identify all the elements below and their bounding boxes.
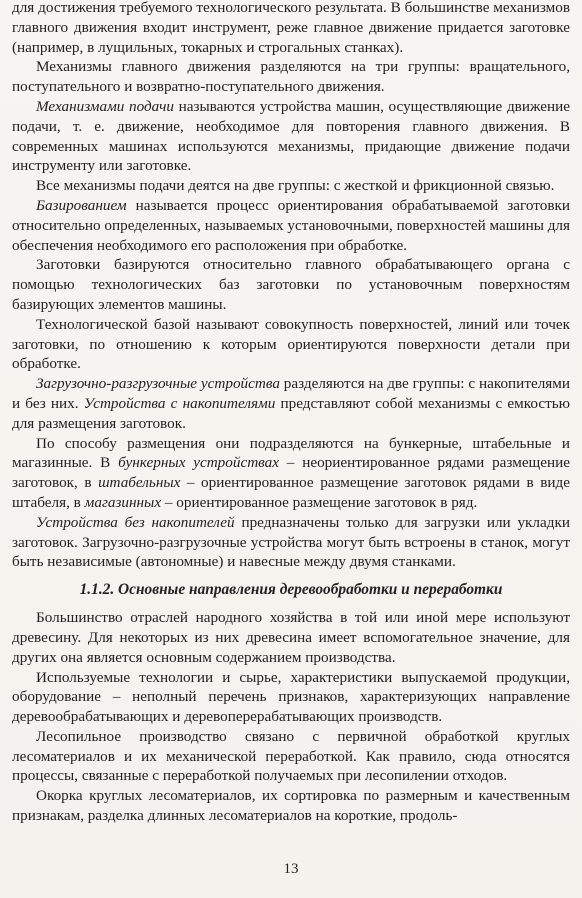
paragraph-5-text: называется процесс ориентирования обрабатываемой заготовки относительно определенных, называемых установочными, поверхностей машины для обеспечения необходимого его расположения при обработке.	[12, 196, 570, 254]
paragraph-7-text: Технологической базой называют совокупность поверхностей, линий или точек заготовки, по отношению к которым ориентируются поверхности детали при обработке.	[12, 315, 570, 373]
paragraph-4	[12, 176, 570, 196]
paragraph-6-text: Заготовки базируются относительно главного обрабатывающего органа с помощью технологических баз заготовки по установочным поверхностям базирующих элементов машины.	[12, 256, 570, 313]
page-content	[12, 0, 570, 826]
paragraph-5-italic-term: Базированием	[36, 196, 127, 214]
paragraph-8-text-2: представляют собой механизмы с емкостью для размещения заготовок.	[12, 394, 570, 432]
paragraph-8-italic-term: Загрузочно-разгрузочные устройства	[36, 375, 280, 393]
paragraph-9-text-2: – неориентированное рядами размещение заготовок, в	[12, 454, 570, 492]
paragraph-13-text: Лесопильное производство связано с первичной обработкой круглых лесоматериалов и их механической переработкой. Как правило, сюда относятся процессы, связанные с переработкой получаемых при лесопилении отходов.	[12, 727, 570, 785]
paragraph-6	[12, 255, 570, 314]
paragraph-12	[12, 668, 570, 727]
paragraph-10-italic-term: Устройства без накопителей	[36, 513, 235, 531]
paragraph-2	[12, 57, 570, 97]
paragraph-9-text-3: – ориентированное размещение заготовок рядами в виде штабеля, в	[12, 474, 570, 511]
paragraph-9-italic-term: бункерных устройствах	[118, 454, 279, 472]
paragraph-3	[12, 97, 570, 176]
paragraph-14-text: Окорка круглых лесоматериалов, их сортировка по размерным и качественным признакам, разделка длинных лесоматериалов на короткие, продоль-	[12, 787, 570, 825]
paragraph-8	[12, 374, 570, 433]
paragraph-8-text: разделяются на две группы: с накопителями и без них.	[12, 375, 570, 412]
paragraph-9-italic-term-2: штабельных	[98, 474, 181, 492]
paragraph-10	[12, 513, 570, 572]
paragraph-2-text: Механизмы главного движения разделяются на три группы: вращательного, поступательного и возвратно-поступательного движения.	[12, 58, 570, 96]
paragraph-12-text: Используемые технологии и сырье, характеристики выпускаемой продукции, оборудование – неполный перечень признаков, характеризующих направление деревообрабатывающих и деревоперерабатывающих производств.	[12, 668, 570, 726]
paragraph-5	[12, 196, 570, 255]
paragraph-11	[12, 608, 570, 667]
paragraph-10-text: предназначены только для загрузки или укладки заготовок. Загрузочно-разгрузочные устройства могут быть встроены в станок, могут быть независимые (автономные) и навесные между двумя станками.	[12, 513, 570, 571]
paragraph-9-text-4: – ориентированное размещение заготовок в ряд.	[161, 493, 478, 511]
section-heading: 1.1.2. Основные направления деревообработки и переработки	[79, 581, 503, 599]
paragraph-1-text: для достижения требуемого технологического результата. В большинстве механизмов главного движения входит инструмент, реже главное движение придается заготовке (например, в лущильных, токарных и строгальных станках).	[12, 0, 570, 56]
paragraph-13	[12, 727, 570, 786]
paragraph-14	[12, 786, 570, 826]
page-number: 13	[283, 861, 299, 877]
paragraph-3-text: называются устройства машин, осуществляющие движение подачи, т. е. движение, необходимое для повторения главного движения. В современных машинах используются механизмы, придающие движение подачи инструменту или заготовке.	[12, 97, 570, 175]
paragraph-9	[12, 434, 570, 513]
paragraph-9-italic-term-3: магазинных	[84, 493, 162, 511]
paragraph-11-text: Большинство отраслей народного хозяйства в той или иной мере используют древесину. Для некоторых из них древесина имеет вспомогательное значение, для других она является основным содержанием производства.	[12, 609, 570, 666]
paragraph-3-italic-term: Механизмами подачи	[36, 97, 174, 115]
paragraph-8-italic-term-2: Устройства с накопителями	[83, 394, 276, 412]
paragraph-9-text: По способу размещения они подразделяются на бункерные, штабельные и магазинные. В	[12, 434, 570, 472]
paragraph-7	[12, 315, 570, 374]
paragraph-1	[12, 0, 570, 57]
paragraph-4-text: Все механизмы подачи деятся на две группы: с жесткой и фрикционной связью.	[36, 177, 555, 195]
